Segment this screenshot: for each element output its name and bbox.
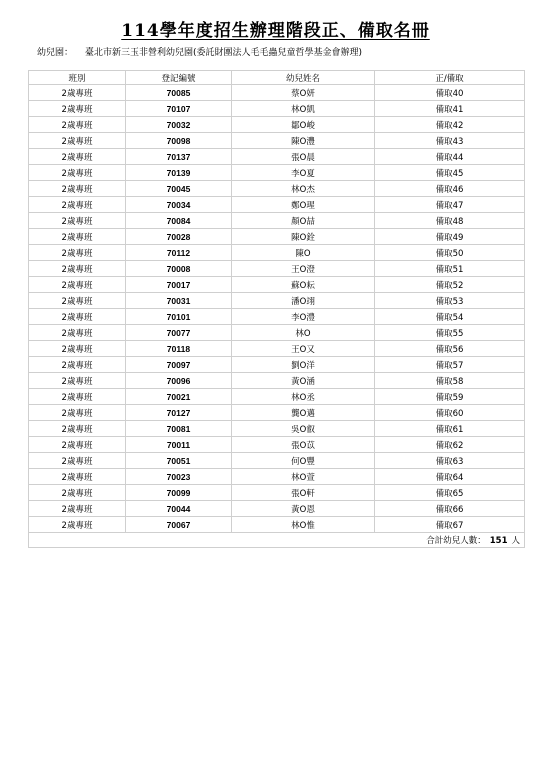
cell-reg-no: 70098 (126, 133, 232, 149)
cell-class: 2歲專班 (29, 469, 126, 485)
table-row (29, 85, 525, 101)
cell-class: 2歲專班 (29, 165, 126, 181)
cell-status: 備取59 (375, 389, 525, 405)
cell-reg-no: 70101 (126, 309, 232, 325)
cell-child-name: 張O苡 (232, 437, 375, 453)
cell-child-name: 潘O翊 (232, 293, 375, 309)
page-title (0, 16, 551, 41)
cell-class: 2歲專班 (29, 389, 126, 405)
cell-class: 2歲專班 (29, 117, 126, 133)
table-row (29, 117, 525, 133)
cell-status: 備取44 (375, 149, 525, 165)
table-row (29, 229, 525, 245)
column-header-status: 正/備取 (375, 71, 525, 85)
cell-child-name: 林O (232, 325, 375, 341)
cell-status: 備取40 (375, 85, 525, 101)
cell-reg-no: 70137 (126, 149, 232, 165)
cell-child-name: 陳O灃 (232, 133, 375, 149)
cell-class: 2歲專班 (29, 261, 126, 277)
cell-status: 備取45 (375, 165, 525, 181)
cell-reg-no: 70085 (126, 85, 232, 101)
total-row (29, 533, 525, 548)
cell-status: 備取55 (375, 325, 525, 341)
cell-child-name: 李O夏 (232, 165, 375, 181)
cell-reg-no: 70011 (126, 437, 232, 453)
admission-list-table (28, 70, 525, 548)
cell-child-name: 吳O叡 (232, 421, 375, 437)
table-row (29, 389, 525, 405)
cell-reg-no: 70034 (126, 197, 232, 213)
table-row (29, 437, 525, 453)
cell-child-name: 王O澄 (232, 261, 375, 277)
cell-status: 備取66 (375, 501, 525, 517)
cell-reg-no: 70096 (126, 373, 232, 389)
cell-reg-no: 70023 (126, 469, 232, 485)
table-row (29, 453, 525, 469)
table-row (29, 325, 525, 341)
cell-reg-no: 70127 (126, 405, 232, 421)
table-row (29, 245, 525, 261)
table-row (29, 517, 525, 533)
cell-class: 2歲專班 (29, 357, 126, 373)
cell-status: 備取67 (375, 517, 525, 533)
cell-class: 2歲專班 (29, 101, 126, 117)
cell-reg-no: 70107 (126, 101, 232, 117)
cell-reg-no: 70077 (126, 325, 232, 341)
cell-reg-no: 70081 (126, 421, 232, 437)
table-row (29, 293, 525, 309)
cell-child-name: 鄒O峻 (232, 117, 375, 133)
cell-status: 備取65 (375, 485, 525, 501)
cell-reg-no: 70017 (126, 277, 232, 293)
cell-class: 2歲專班 (29, 485, 126, 501)
cell-child-name: 林O杰 (232, 181, 375, 197)
cell-child-name: 張O晨 (232, 149, 375, 165)
cell-reg-no: 70118 (126, 341, 232, 357)
table-row (29, 309, 525, 325)
cell-reg-no: 70097 (126, 357, 232, 373)
cell-child-name: 陳O (232, 245, 375, 261)
table-row (29, 357, 525, 373)
cell-class: 2歲專班 (29, 133, 126, 149)
cell-status: 備取41 (375, 101, 525, 117)
total-unit: 人 (511, 536, 520, 546)
page-title-text: 114學年度招生辦理階段正、備取名冊 (121, 21, 430, 41)
cell-status: 備取50 (375, 245, 525, 261)
cell-status: 備取60 (375, 405, 525, 421)
cell-class: 2歲專班 (29, 245, 126, 261)
table-row (29, 341, 525, 357)
school-label: 幼兒園： (37, 48, 74, 58)
cell-child-name: 龔O邁 (232, 405, 375, 421)
total-cell (29, 533, 525, 548)
cell-class: 2歲專班 (29, 229, 126, 245)
table-header-row (29, 71, 525, 85)
table-row (29, 213, 525, 229)
cell-status: 備取52 (375, 277, 525, 293)
cell-status: 備取51 (375, 261, 525, 277)
cell-class: 2歲專班 (29, 181, 126, 197)
cell-status: 備取57 (375, 357, 525, 373)
cell-reg-no: 70112 (126, 245, 232, 261)
cell-reg-no: 70051 (126, 453, 232, 469)
cell-reg-no: 70099 (126, 485, 232, 501)
school-name: 臺北市新三玉非營利幼兒園(委託財團法人毛毛蟲兒童哲學基金會辦理) (85, 48, 363, 58)
table-row (29, 165, 525, 181)
cell-class: 2歲專班 (29, 405, 126, 421)
cell-reg-no: 70021 (126, 389, 232, 405)
cell-child-name: 王O又 (232, 341, 375, 357)
cell-reg-no: 70045 (126, 181, 232, 197)
cell-class: 2歲專班 (29, 309, 126, 325)
table-row (29, 421, 525, 437)
table-row (29, 469, 525, 485)
cell-status: 備取58 (375, 373, 525, 389)
cell-child-name: 黃O恩 (232, 501, 375, 517)
cell-child-name: 蔡O妍 (232, 85, 375, 101)
total-count: 151 (489, 536, 508, 546)
table-row (29, 181, 525, 197)
cell-class: 2歲專班 (29, 373, 126, 389)
cell-child-name: 林O丞 (232, 389, 375, 405)
table-row (29, 197, 525, 213)
cell-class: 2歲專班 (29, 325, 126, 341)
cell-class: 2歲專班 (29, 85, 126, 101)
cell-child-name: 黃O涵 (232, 373, 375, 389)
table-row (29, 485, 525, 501)
cell-reg-no: 70084 (126, 213, 232, 229)
cell-class: 2歲專班 (29, 277, 126, 293)
cell-status: 備取47 (375, 197, 525, 213)
total-label: 合計幼兒人數： (426, 536, 486, 546)
cell-child-name: 張O軒 (232, 485, 375, 501)
cell-status: 備取64 (375, 469, 525, 485)
cell-status: 備取46 (375, 181, 525, 197)
cell-status: 備取42 (375, 117, 525, 133)
table-row (29, 373, 525, 389)
table-row (29, 277, 525, 293)
cell-class: 2歲專班 (29, 197, 126, 213)
cell-reg-no: 70031 (126, 293, 232, 309)
cell-status: 備取61 (375, 421, 525, 437)
cell-class: 2歲專班 (29, 501, 126, 517)
cell-child-name: 李O澧 (232, 309, 375, 325)
cell-class: 2歲專班 (29, 453, 126, 469)
table-row (29, 261, 525, 277)
cell-child-name: 陳O銓 (232, 229, 375, 245)
cell-class: 2歲專班 (29, 421, 126, 437)
cell-class: 2歲專班 (29, 341, 126, 357)
cell-class: 2歲專班 (29, 293, 126, 309)
cell-class: 2歲專班 (29, 437, 126, 453)
cell-status: 備取62 (375, 437, 525, 453)
cell-reg-no: 70067 (126, 517, 232, 533)
cell-child-name: 何O豐 (232, 453, 375, 469)
cell-reg-no: 70028 (126, 229, 232, 245)
cell-status: 備取54 (375, 309, 525, 325)
cell-status: 備取56 (375, 341, 525, 357)
table-row (29, 149, 525, 165)
cell-reg-no: 70008 (126, 261, 232, 277)
cell-class: 2歲專班 (29, 213, 126, 229)
cell-class: 2歲專班 (29, 149, 126, 165)
cell-reg-no: 70044 (126, 501, 232, 517)
cell-class: 2歲專班 (29, 517, 126, 533)
cell-child-name: 劉O洋 (232, 357, 375, 373)
cell-status: 備取63 (375, 453, 525, 469)
school-info (37, 45, 362, 58)
cell-reg-no: 70032 (126, 117, 232, 133)
cell-child-name: 林O萱 (232, 469, 375, 485)
table-row (29, 405, 525, 421)
cell-child-name: 顏O喆 (232, 213, 375, 229)
cell-status: 備取49 (375, 229, 525, 245)
cell-status: 備取48 (375, 213, 525, 229)
column-header-reg-no: 登記編號 (126, 71, 232, 85)
cell-child-name: 林O凱 (232, 101, 375, 117)
table-row (29, 101, 525, 117)
cell-reg-no: 70139 (126, 165, 232, 181)
cell-child-name: 林O惟 (232, 517, 375, 533)
cell-child-name: 鄭O瑆 (232, 197, 375, 213)
column-header-class: 班別 (29, 71, 126, 85)
column-header-child-name: 幼兒姓名 (232, 71, 375, 85)
table-body (29, 85, 525, 533)
cell-child-name: 蘇O耘 (232, 277, 375, 293)
table-row (29, 501, 525, 517)
table-row (29, 133, 525, 149)
cell-status: 備取43 (375, 133, 525, 149)
cell-status: 備取53 (375, 293, 525, 309)
